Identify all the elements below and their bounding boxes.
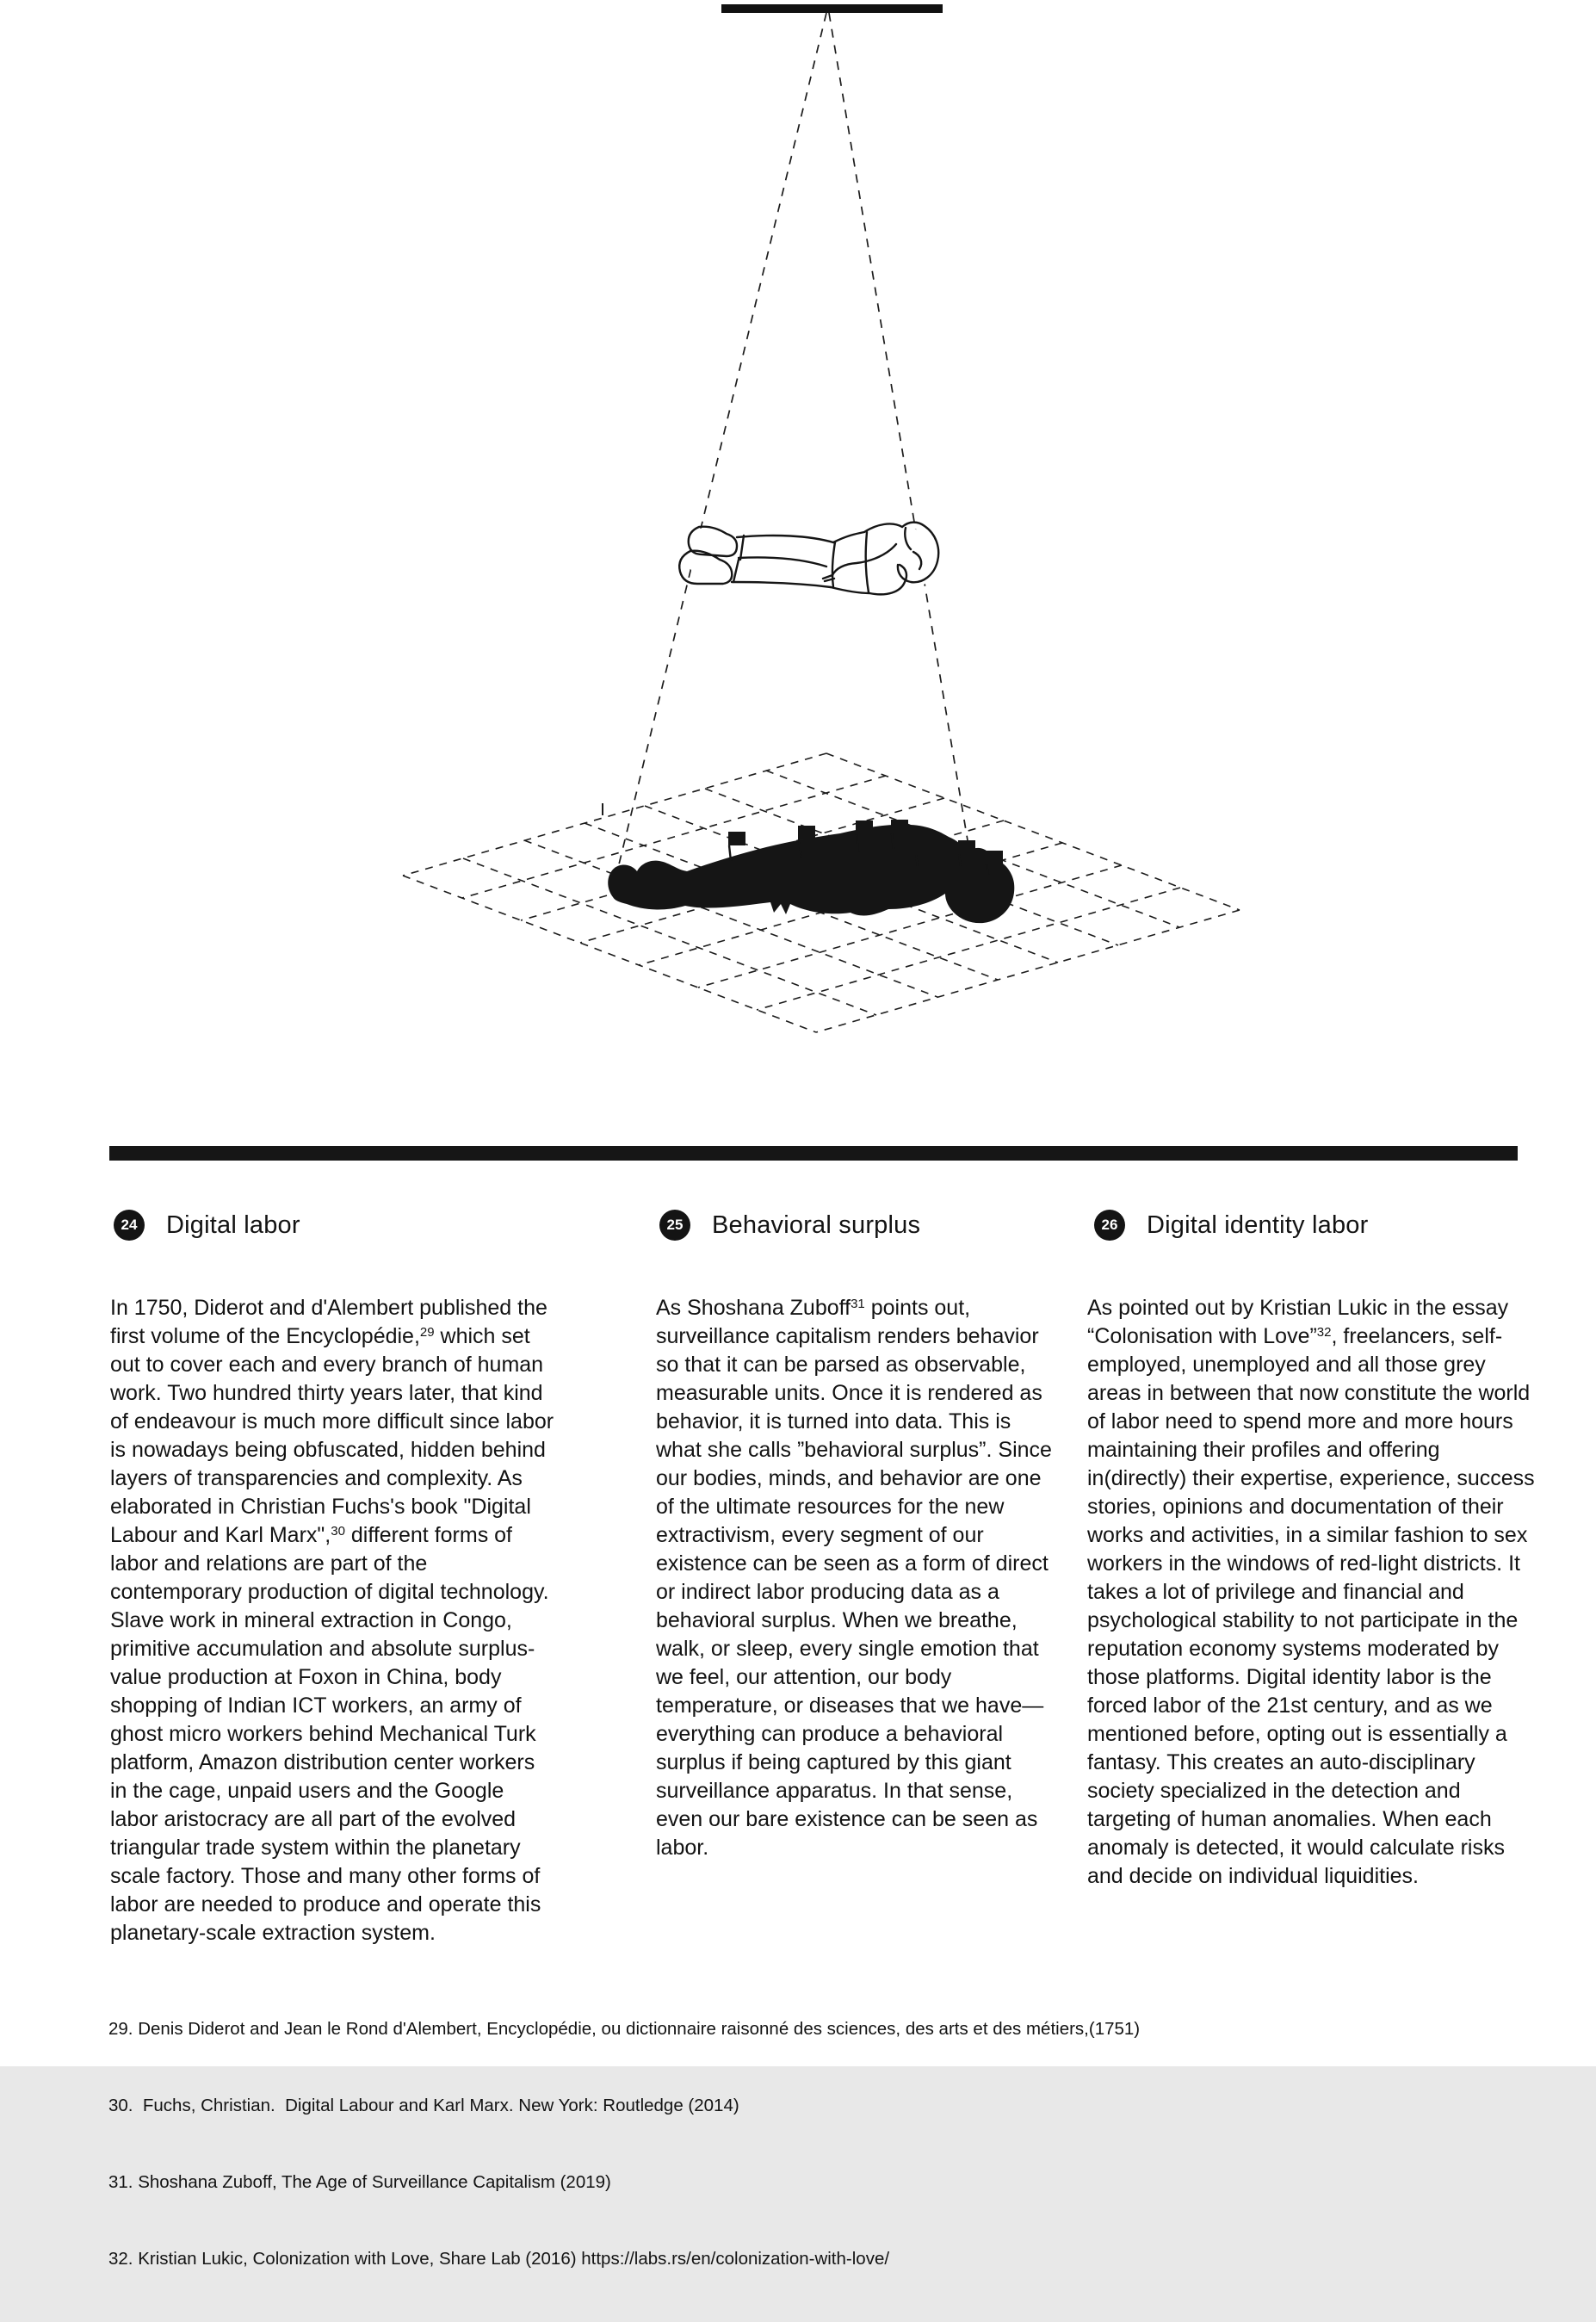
footnote-31: 31. Shoshana Zuboff, The Age of Surveillance Capitalism (2019) — [108, 2171, 611, 2192]
section-number-badge: 26 — [1094, 1210, 1125, 1241]
section-number-badge: 25 — [659, 1210, 690, 1241]
footnote-marker: 32 — [1316, 1325, 1332, 1340]
section-divider-rule — [109, 1146, 1518, 1161]
section-title: Digital labor — [166, 1211, 300, 1239]
section-title: Behavioral surplus — [712, 1211, 921, 1239]
projection-beam-left — [618, 13, 826, 868]
footnote-marker: 30 — [331, 1524, 345, 1539]
scan-illustration — [0, 0, 1596, 1136]
section-title: Digital identity labor — [1147, 1211, 1369, 1239]
section-heading-digital-identity-labor — [1094, 1210, 1368, 1241]
column-digital-identity-labor-text: As pointed out by Kristian Lukic in the essay “Colonisation with Love”$^{32}$, freelancers, self-employed, unemployed and all those grey areas in between that now constitute the world of labor need to spend more and more hours maintaining their profiles and offering in(directly) their expertise, experience, success stories, opinions and documentation of their works and activities, in a similar fashion to sex workers in the windows of red-light districts. It takes a lot of privilege and financial and psychological stability to not participate in the reputation economy systems moderated by those platforms. Digital identity labor is the forced labor of the 21st century, and as we mentioned before, opting out is essentially a fantasy. This creates an auto-disciplinary society specialized in the detection and targeting of human anomalies. When each anomaly is detected, it would calculate risks and decide on individual liquidities. — [1087, 1296, 1535, 1888]
footnotes — [108, 1966, 1140, 2322]
section-heading-behavioral-surplus — [659, 1210, 920, 1241]
footnote-marker: 31 — [851, 1297, 865, 1311]
section-heading-digital-labor — [114, 1210, 300, 1241]
section-number-badge: 24 — [114, 1210, 145, 1241]
projection-beam-right — [829, 13, 970, 856]
floating-body-outline — [679, 522, 940, 594]
footnote-32: 32. Kristian Lukic, Colonization with Love, Share Lab (2016) https://labs.rs/en/colonization-with-love/ — [108, 2248, 890, 2269]
footnote-29: 29. Denis Diderot and Jean le Rond d'Alembert, Encyclopédie, ou dictionnaire raisonné des sciences, des arts et des métiers,(1751) — [108, 2019, 1141, 2040]
footnote-marker: 29 — [419, 1325, 435, 1340]
scanner-bar — [721, 4, 943, 13]
column-behavioral-surplus-text: As Shoshana Zuboff$^{31}$ points out, surveillance capitalism renders behavior so that it can be parsed as observable, measurable units. Once it is rendered as behavior, it is turned into data. This is what she calls ”behavioral surplus”. Since our bodies, minds, and behavior are one of the ultimate resources for the new extractivism, every segment of our existence can be seen as a form of direct or indirect labor producing data as a behavioral surplus. When we breathe, walk, or sleep, every single emotion that we feel, our attention, our body temperature, or diseases that we have—everything can produce a behavioral surplus if being captured by this giant surveillance apparatus. In that sense, even our bare existence can be seen as labor. — [656, 1296, 1052, 1860]
column-digital-labor-text: In 1750, Diderot and d'Alembert published the first volume of the Encyclopédie,$^{29}$ which set out to cover each and every branch of human work. Two hundred thirty years later, that kind of endeavour is much more difficult since labor is nowadays being obfuscated, hidden behind layers of transparencies and complexity. As elaborated in Christian Fuchs's book "Digital Labour and Karl Marx",$^{30}$ different forms of labor and relations are part of the contemporary production of digital technology. Slave work in mineral extraction in Congo, primitive accumulation and absolute surplus-value production at Foxon in China, body shopping of Indian ICT workers, an army of ghost micro workers behind Mechanical Turk platform, Amazon distribution center workers in the cage, unpaid users and the Google labor aristocracy are all part of the evolved triangular trade system within the planetary scale factory. Those and many other forms of labor are needed to produce and operate this planetary-scale extraction system. — [110, 1296, 554, 1945]
footnote-30: 30. Fuchs, Christian. Digital Labour and Karl Marx. New York: Routledge (2014) — [108, 2095, 739, 2115]
